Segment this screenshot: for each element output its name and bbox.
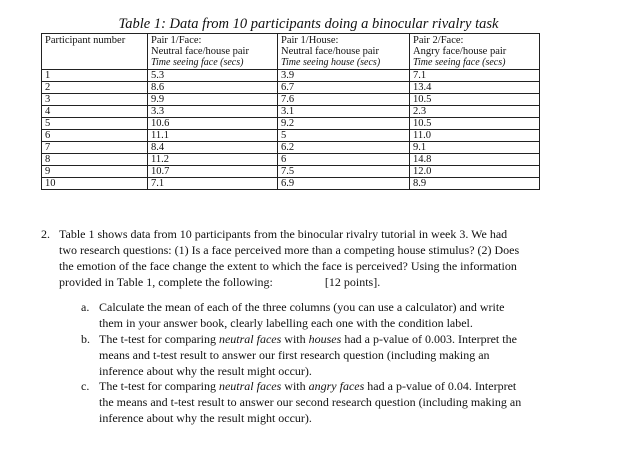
cell-pair2-face: 10.5 [410, 118, 540, 130]
header-pair1-face: Pair 1/Face: Neutral face/house pair Time seeing face (secs) [148, 34, 278, 70]
cell-pair1-house: 7.6 [278, 94, 410, 106]
table-row [42, 70, 540, 82]
table-row [42, 166, 540, 178]
table-row [42, 178, 540, 190]
header-pair1-house: Pair 1/House: Neutral face/house pair Time seeing house (secs) [278, 34, 410, 70]
cell-participant: 7 [42, 142, 148, 154]
cell-pair1-house: 6.9 [278, 178, 410, 190]
cell-participant: 9 [42, 166, 148, 178]
cell-pair1-house: 3.1 [278, 106, 410, 118]
cell-pair1-face: 3.3 [148, 106, 278, 118]
subquestion-line: inference about why the result might occur). [99, 411, 312, 425]
subquestion-label: b. [81, 332, 90, 346]
cell-pair2-face: 14.8 [410, 154, 540, 166]
cell-pair1-face: 5.3 [148, 70, 278, 82]
table-row [42, 154, 540, 166]
subquestion-line: The t-test for comparing neutral faces with houses had a p-value of 0.003. Interpret the [99, 332, 517, 346]
subquestion-line: The t-test for comparing neutral faces with angry faces had a p-value of 0.04. Interpret [99, 379, 517, 393]
cell-pair1-house: 9.2 [278, 118, 410, 130]
subquestion-line: inference about why the result might occur). [99, 364, 312, 378]
table-caption: Table 1: Data from 10 participants doing a binocular rivalry task [118, 16, 499, 32]
subquestion-line: means and t-test result to answer our first research question (including making an [99, 348, 490, 362]
cell-pair2-face: 2.3 [410, 106, 540, 118]
cell-pair1-face: 8.4 [148, 142, 278, 154]
cell-pair1-face: 11.2 [148, 154, 278, 166]
cell-pair1-house: 3.9 [278, 70, 410, 82]
cell-pair2-face: 9.1 [410, 142, 540, 154]
table-header-row [42, 34, 540, 70]
cell-pair2-face: 8.9 [410, 178, 540, 190]
cell-pair1-face: 8.6 [148, 82, 278, 94]
question-number: 2. [41, 227, 50, 241]
cell-participant: 5 [42, 118, 148, 130]
subquestion-line: Calculate the mean of each of the three columns (you can use a calculator) and write [99, 300, 505, 314]
cell-participant: 2 [42, 82, 148, 94]
cell-participant: 8 [42, 154, 148, 166]
cell-pair2-face: 7.1 [410, 70, 540, 82]
subquestion-line: them in your answer book, clearly labelling each one with the condition label. [99, 316, 473, 330]
cell-participant: 1 [42, 70, 148, 82]
question-text [59, 226, 579, 290]
cell-pair2-face: 10.5 [410, 94, 540, 106]
question-line: the emotion of the face change the extent to which the face is perceived? Using the information [59, 259, 517, 273]
header-participant-number: Participant number [42, 34, 148, 70]
cell-pair1-face: 10.6 [148, 118, 278, 130]
subquestion-label: c. [81, 379, 90, 393]
cell-pair1-face: 7.1 [148, 178, 278, 190]
cell-pair1-face: 11.1 [148, 130, 278, 142]
question-line: provided in Table 1, complete the following: [12 points]. [59, 275, 381, 289]
table-row [42, 82, 540, 94]
table-row [42, 118, 540, 130]
subquestion-label: a. [81, 300, 90, 314]
table-row [42, 106, 540, 118]
cell-pair1-house: 6.7 [278, 82, 410, 94]
question-line: two research questions: (1) Is a face perceived more than a competing house stimulus? (2) Does [59, 243, 520, 257]
cell-pair1-face: 9.9 [148, 94, 278, 106]
cell-pair1-house: 7.5 [278, 166, 410, 178]
cell-pair1-house: 5 [278, 130, 410, 142]
question-points: [12 points]. [324, 275, 381, 289]
data-table [41, 33, 540, 190]
cell-participant: 6 [42, 130, 148, 142]
cell-participant: 3 [42, 94, 148, 106]
cell-pair1-face: 10.7 [148, 166, 278, 178]
cell-participant: 10 [42, 178, 148, 190]
table-row [42, 142, 540, 154]
subquestion-line: the means and t-test result to answer our second research question (including making an [99, 395, 522, 409]
cell-pair1-house: 6 [278, 154, 410, 166]
cell-pair2-face: 13.4 [410, 82, 540, 94]
cell-pair1-house: 6.2 [278, 142, 410, 154]
table-row [42, 130, 540, 142]
question-line: Table 1 shows data from 10 participants from the binocular rivalry tutorial in week 3. We had [59, 227, 508, 241]
cell-pair2-face: 11.0 [410, 130, 540, 142]
header-pair2-face: Pair 2/Face: Angry face/house pair Time seeing face (secs) [410, 34, 540, 70]
cell-pair2-face: 12.0 [410, 166, 540, 178]
table-row [42, 94, 540, 106]
cell-participant: 4 [42, 106, 148, 118]
